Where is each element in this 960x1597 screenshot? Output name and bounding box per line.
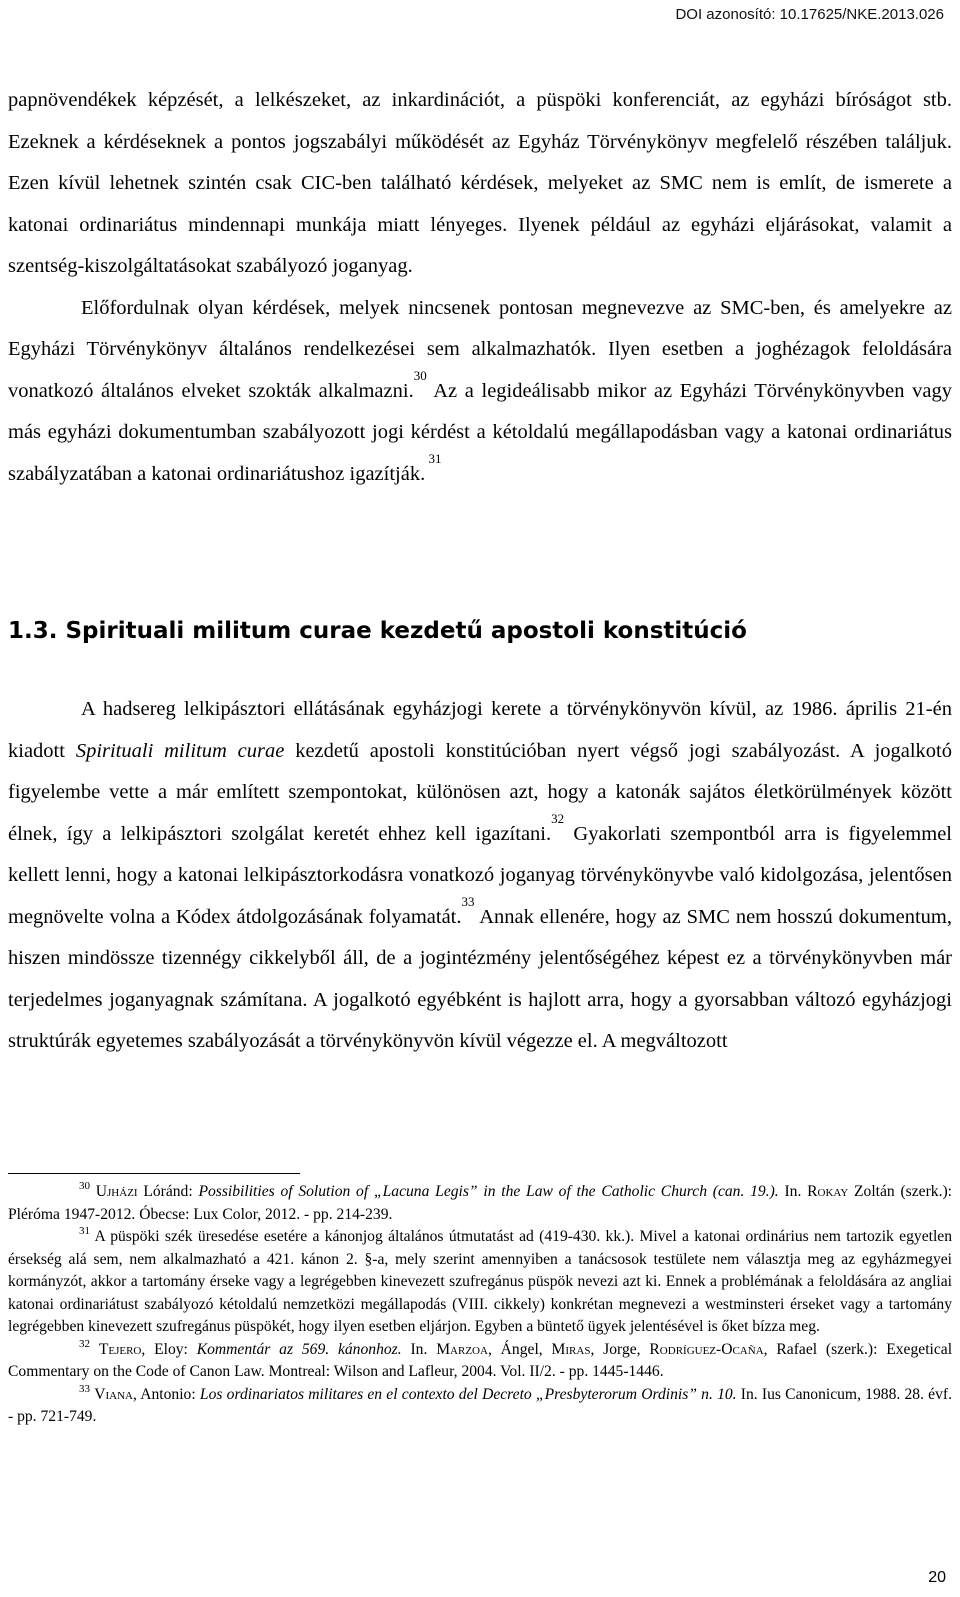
footnote-32-editor-2-given: , Jorge,	[590, 1340, 650, 1358]
footnote-32-editor-1: Marzoa	[436, 1340, 488, 1358]
paragraph-3-text-c: Gyakorlati szempontból arra is figyelemmel kellett lenni, hogy a katonai lelkipásztorkodásra vonatkozó joganyag törvénykönyvbe való kidolgozása, jelentősen megnövelte volna a Kódex átdolgozásának folyamatát.	[8, 822, 952, 928]
footnote-32-given: , Eloy:	[141, 1340, 197, 1358]
footnote-32-editor-2: Miras	[551, 1340, 591, 1358]
footnote-30-editor: Rokay	[807, 1183, 849, 1200]
document-title-italic: Spirituali militum curae	[75, 739, 285, 762]
footnote-ref-32[interactable]: 32	[551, 810, 565, 826]
footnote-32-title: Kommentár az 569. kánonhoz.	[196, 1340, 402, 1358]
footnote-number-32: 32	[79, 1337, 90, 1350]
footnote-32-rest: , Rafael (szerk.): Exegetical Commentary on the Code of Canon Law. Montreal: Wilson and Lafleur, 2004. Vol. II/2. - pp. 1445-1446.	[8, 1340, 953, 1380]
paragraph-2-text-b: Az a legideálisabb mikor az Egyházi Törvénykönyvben vagy más egyházi dokumentumban szabályozott jogi kérdést a kétoldalú megállapodásban vagy a katonai ordinariátus szabályzatában a katonai ordinariátushoz igazítják.	[8, 379, 952, 485]
footnote-30-given: Lóránd:	[137, 1183, 199, 1200]
footnote-33-rest: In. Ius Canonicum, 1988. 28. évf. - pp. 721-749.	[8, 1385, 952, 1425]
footnotes	[8, 1181, 952, 1429]
section-heading: 1.3. Spirituali militum curae kezdetű apostoli konstitúció	[8, 618, 747, 644]
footnote-33-title: Los ordinariatos militares en el contexto del Decreto „Presbyterorum Ordinis” n. 10.	[199, 1385, 737, 1403]
footnote-separator	[8, 1173, 300, 1174]
page-number: 20	[928, 1569, 946, 1586]
footnote-33-given: , Antonio:	[132, 1385, 200, 1403]
footnote-number-31: 31	[79, 1225, 90, 1237]
footnote-32-editor-1-given: , Ángel,	[487, 1340, 552, 1358]
footnote-31-text: A püspöki szék üresedése esetére a kánonjog általános útmutatást ad (419-430. kk.). Mivel a katonai ordinárius nem tartozik egyetlen érsekség alá sem, nem alkalmazható a 421. kánon 2. §-a, mely szerint amennyiben a tanácsosok testülete nem választja meg az egyházmegyei kormányzót, akkor a tartomány érseke vagy a legrégebben kinevezett szufregánus püspök nevezi azt ki. Ennek a problémának a feloldására az angliai katonai ordinariátust szabályozó kétoldalú nemzetközi megállapodás (VIII. cikkely) konkrétan megnevezi a westminsteri érseket vagy a tartomány legrégebben kinevezett szufregánus püspökét, hogy ilyen esetben eljárjon. Egyben a büntető ügyek jelentésével is őket bízza meg.	[8, 1228, 952, 1335]
footnote-30-in: In.	[778, 1183, 808, 1200]
footnote-ref-31[interactable]: 31	[425, 450, 442, 466]
footnote-30-title: Possibilities of Solution of „Lacuna Legis” in the Law of the Catholic Church (can. 19.).	[198, 1183, 779, 1200]
footnote-30	[8, 1181, 952, 1226]
footnote-32-in: In.	[401, 1340, 437, 1358]
footnote-ref-30[interactable]: 30	[413, 367, 427, 383]
paragraph-3-text-b: kezdetű apostoli konstitúcióban nyert végső jogi szabályozást. A jogalkotó figyelembe vette a már említett szempontokat, különösen azt, hogy a katonák sajátos életkörülmények között élnek, így a lelkipásztori szolgálat keretét ehhez kell igazítani.	[8, 739, 953, 845]
footnote-33-author: Viana	[94, 1385, 133, 1403]
paragraph-2-text-a: Előfordulnak olyan kérdések, melyek nincsenek pontosan megnevezve az SMC-ben, és amelyekre az Egyházi Törvénykönyv általános rendelkezései sem alkalmazhatók. Ilyen esetben a joghézagok feloldására vonatkozó általános elveket szokták alkalmazni.	[8, 296, 952, 402]
footnote-number-30: 30	[79, 1180, 90, 1192]
body-text-block-2	[8, 689, 952, 1063]
footnote-32-editor-3: Rodríguez-Ocaña	[649, 1340, 764, 1358]
paragraph-2	[8, 288, 952, 496]
footnote-30-rest: Zoltán (szerk.): Pléróma 1947-2012. Óbecse: Lux Color, 2012. - pp. 214-239.	[8, 1183, 952, 1223]
footnote-33	[8, 1384, 952, 1429]
body-text-block-1	[8, 80, 952, 495]
doi-header: DOI azonosító: 10.17625/NKE.2013.026	[675, 6, 944, 23]
footnote-30-author: Ujházi	[95, 1183, 138, 1200]
paragraph-3-text-a: A hadsereg lelkipásztori ellátásának egyházjogi kerete a törvénykönyvön kívül, az 1986. április 21-én kiadott	[8, 698, 952, 762]
footnote-ref-33[interactable]: 33	[461, 893, 475, 909]
paragraph-3-text-d: Annak ellenére, hogy az SMC nem hosszú dokumentum, hiszen mindössze tizennégy cikkelyből áll, de a jogintézmény jelentőségéhez képest ez a törvénykönyvben már terjedelmes joganyagnak számítana. A jogalkotó egyébként is hajlott arra, hogy a gyorsabban változó egyházjogi struktúrák egyetemes szabályozását a törvénykönyvön kívül végezze el. A megváltozott	[8, 905, 952, 1052]
footnote-number-33: 33	[79, 1382, 90, 1395]
paragraph-3	[8, 689, 952, 1063]
footnote-31	[8, 1226, 952, 1339]
footnote-32	[8, 1339, 952, 1384]
footnote-32-author: Tejero	[98, 1340, 142, 1358]
paragraph-1: papnövendékek képzését, a lelkészeket, az inkardinációt, a püspöki konferenciát, az egyházi bíróságot stb. Ezeknek a kérdéseknek a pontos jogszabályi működését az Egyház Törvénykönyv megfelelő részében találjuk. Ezen kívül lehetnek szintén csak CIC-ben található kérdések, melyeket az SMC nem is említ, de ismerete a katonai ordinariátus mindennapi munkája miatt lényeges. Ilyenek például az egyházi eljárásokat, valamit a szentség-kiszolgáltatásokat szabályozó joganyag.	[8, 89, 952, 277]
